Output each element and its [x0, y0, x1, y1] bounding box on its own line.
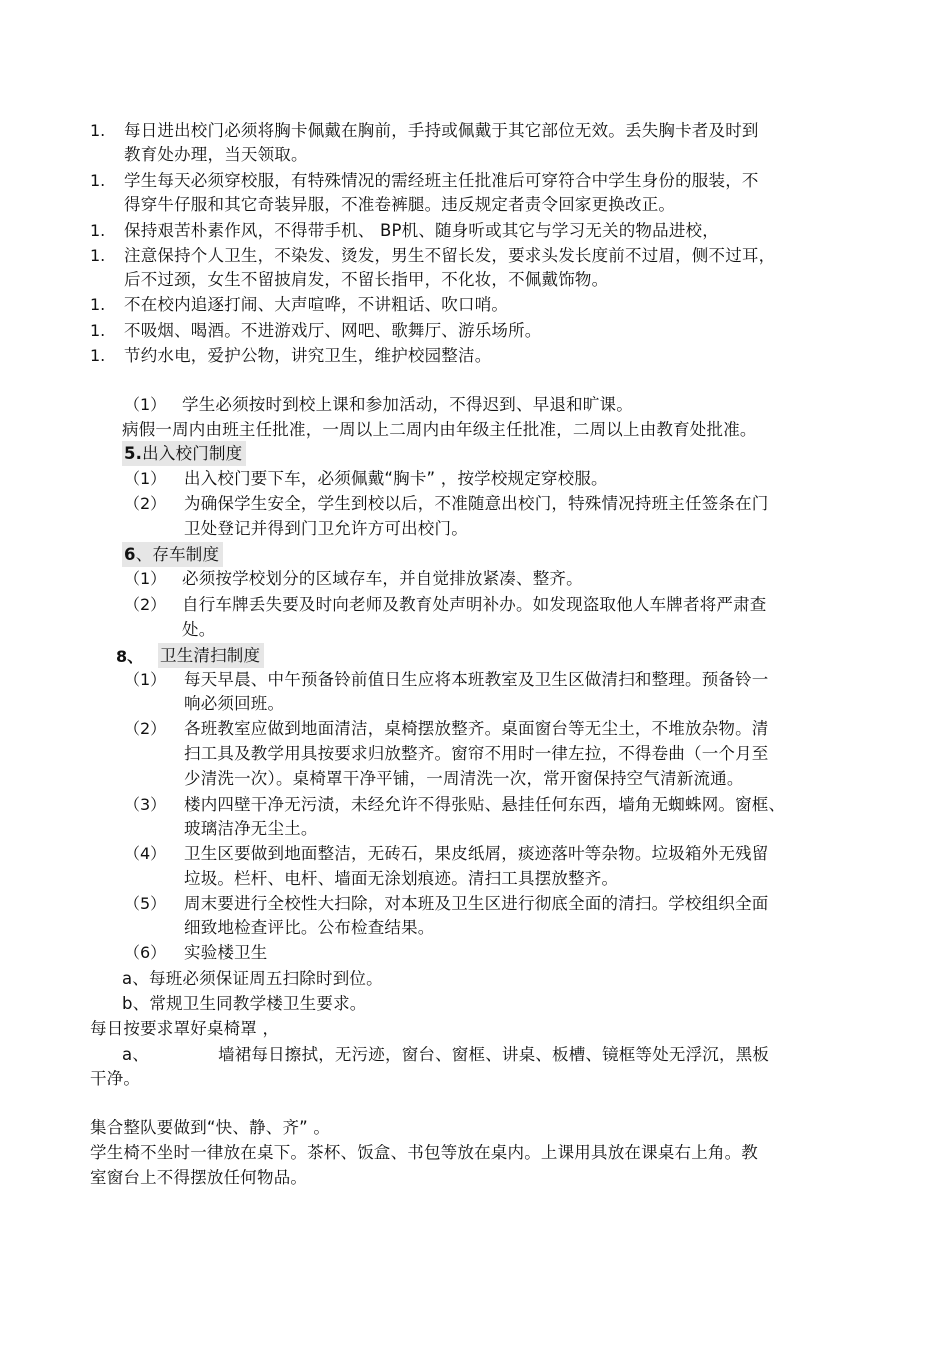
wall-cleaning-text-cont: 干净。	[90, 1069, 141, 1088]
section-number: 8、	[116, 647, 144, 666]
item-text: 卫生区要做到地面整洁，无砖石，果皮纸屑，痰迹落叶等杂物。垃圾箱外无残留	[184, 844, 769, 863]
rule-text: 后不过颈，女生不留披肩发，不留长指甲，不化妆，不佩戴饰物。	[124, 270, 609, 289]
item-text: 周末要进行全校性大扫除，对本班及卫生区进行彻底全面的清扫。学校组织全面	[184, 894, 769, 913]
section-number: 6	[124, 545, 136, 564]
item-number: （4）	[124, 844, 167, 863]
wall-sub-letter: a、	[122, 1045, 150, 1064]
item-number: （2）	[124, 719, 167, 738]
list-number: 1.	[90, 171, 106, 190]
chair-rule-text: 学生椅不坐时一律放在桌下。茶杯、饭盒、书包等放在桌内。上课用具放在课桌右上角。教	[90, 1143, 758, 1162]
item-text: 每天早晨、中午预备铃前值日生应将本班教室及卫生区做清扫和整理。预备铃一	[184, 670, 769, 689]
item-text: 细致地检查评比。公布检查结果。	[184, 918, 435, 937]
item-text: 少清洗一次）。桌椅罩干净平铺，一周清洗一次，常开窗保持空气清新流通。	[184, 769, 744, 788]
item-number: （1）	[124, 670, 167, 689]
rule-text: 不吸烟、喝酒。不进游戏厅、网吧、歌舞厅、游乐场所。	[124, 321, 542, 340]
section-heading	[122, 441, 246, 466]
assembly-text: 集合整队要做到“快、静、齐” 。	[90, 1118, 331, 1137]
list-number: 1.	[90, 221, 106, 240]
attendance-text: 学生必须按时到校上课和参加活动，不得迟到、早退和旷课。	[182, 395, 633, 414]
item-text: 楼内四壁干净无污渍，未经允许不得张贴、悬挂任何东西，墙角无蜘蛛网。窗框、	[184, 795, 786, 814]
item-number: （1）	[124, 569, 167, 588]
section-number: 5.	[124, 444, 143, 463]
lab-sub-item-a: a、每班必须保证周五扫除时到位。	[122, 969, 383, 988]
item-number: （3）	[124, 795, 167, 814]
desk-cover-text: 每日按要求罩好桌椅罩 ，	[90, 1019, 280, 1038]
section-title: 、存车制度	[135, 545, 220, 564]
item-text: 响必须回班。	[184, 694, 285, 713]
section-title: 出入校门制度	[142, 444, 243, 463]
item-number: （2）	[124, 494, 167, 513]
section-heading	[122, 542, 223, 567]
item-number: （2）	[124, 595, 167, 614]
rule-text: 每日进出校门必须将胸卡佩戴在胸前，手持或佩戴于其它部位无效。丢失胸卡者及时到	[124, 121, 759, 140]
section-title: 卫生清扫制度	[158, 643, 264, 668]
item-text: 各班教室应做到地面清洁，桌椅摆放整齐。桌面窗台等无尘土，不堆放杂物。清	[184, 719, 769, 738]
item-text: 玻璃洁净无尘土。	[184, 819, 318, 838]
item-text: 扫工具及教学用具按要求归放整齐。窗帘不用时一律左拉，不得卷曲（一个月至	[184, 744, 769, 763]
lab-sub-item-b: b、常规卫生同教学楼卫生要求。	[122, 994, 367, 1013]
item-text: 出入校门要下车，必须佩戴“胸卡” ，按学校规定穿校服。	[184, 469, 608, 488]
item-number: （1）	[124, 395, 167, 414]
item-text: 自行车牌丢失要及时向老师及教育处声明补办。如发现盗取他人车牌者将严肃查	[182, 595, 767, 614]
item-text: 必须按学校划分的区域存车，并自觉排放紧凑、整齐。	[182, 569, 583, 588]
rule-text: 教育处办理，当天领取。	[124, 145, 308, 164]
list-number: 1.	[90, 121, 106, 140]
list-number: 1.	[90, 321, 106, 340]
rule-text: 得穿牛仔服和其它奇装异服，不准卷裤腿。违反规定者责令回家更换改正。	[124, 195, 676, 214]
rule-text: 学生每天必须穿校服，有特殊情况的需经班主任批准后可穿符合中学生身份的服装，不	[124, 171, 759, 190]
leave-approval-text: 病假一周内由班主任批准，一周以上二周内由年级主任批准，二周以上由教育处批准。	[122, 420, 757, 439]
item-text: 垃圾。栏杆、电杆、墙面无涂划痕迹。清扫工具摆放整齐。	[184, 869, 619, 888]
item-text: 卫处登记并得到门卫允许方可出校门。	[184, 519, 468, 538]
item-number: （5）	[124, 894, 167, 913]
rule-text: 不在校内追逐打闹、大声喧哗，不讲粗话、吹口哨。	[124, 295, 509, 314]
list-number: 1.	[90, 295, 106, 314]
rule-text: 保持艰苦朴素作风，不得带手机、 BP机、随身听或其它与学习无关的物品进校，	[124, 221, 719, 240]
chair-rule-text: 室窗台上不得摆放任何物品。	[90, 1168, 308, 1187]
item-text: 实验楼卫生	[184, 943, 268, 962]
list-number: 1.	[90, 246, 106, 265]
wall-cleaning-text: 墙裙每日擦拭，无污迹，窗台、窗框、讲桌、板槽、镜框等处无浮沉，黑板	[218, 1045, 770, 1064]
rule-text: 节约水电，爱护公物，讲究卫生，维护校园整洁。	[124, 346, 492, 365]
list-number: 1.	[90, 346, 106, 365]
item-number: （6）	[124, 943, 167, 962]
item-text: 为确保学生安全，学生到校以后，不准随意出校门，特殊情况持班主任签条在门	[184, 494, 769, 513]
rule-text: 注意保持个人卫生，不染发、烫发，男生不留长发，要求头发长度前不过眉，侧不过耳，	[124, 246, 776, 265]
item-number: （1）	[124, 469, 167, 488]
item-text: 处。	[182, 620, 216, 639]
